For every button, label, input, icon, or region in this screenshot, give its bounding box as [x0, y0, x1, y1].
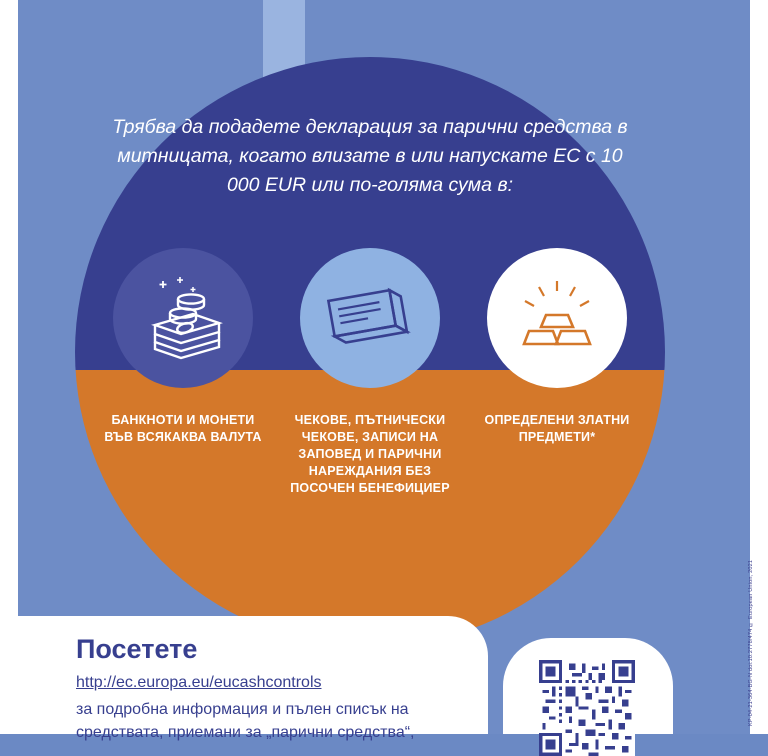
caption-banknotes: БАНКНОТИ И МОНЕТИ ВЪВ ВСЯКАКВА ВАЛУТА — [104, 413, 262, 444]
visit-description: за подробна информация и пълен списък на средствата, приемани за „парични средства“, — [76, 701, 415, 741]
cash-notes-and-coins-icon — [133, 273, 233, 363]
icon-columns — [75, 248, 665, 497]
caption-cheques: ЧЕКОВЕ, ПЪТНИЧЕСКИ ЧЕКОВЕ, ЗАПИСИ НА ЗАПОВЕД И ПАРИЧНИ НАРЕЖДАНИЯ БЕЗ ПОСОЧЕН БЕНЕФИЦИЕР — [290, 413, 450, 495]
gold-bars-icon — [507, 275, 607, 361]
bubble-cheques — [300, 248, 440, 388]
bubble-gold — [487, 248, 627, 388]
eucashcontrols-link[interactable]: http://ec.europa.eu/eucashcontrols — [76, 674, 322, 691]
cheques-icon — [320, 278, 420, 358]
column-gold — [467, 248, 647, 497]
qr-code[interactable] — [539, 660, 635, 756]
qr-panel — [503, 638, 673, 734]
column-cheques — [280, 248, 460, 497]
bubble-banknotes — [113, 248, 253, 388]
side-credit: KP-04-21-364-BG-N doi:10.2778/474 © European Union, 2021 — [748, 559, 754, 726]
column-banknotes — [93, 248, 273, 497]
left-white-margin — [0, 0, 18, 734]
visit-panel — [18, 616, 488, 741]
page-title: Трябва да подадете декларация за парични средства в митницата, когато влизате в или напускате ЕС с 10 000 EUR или по-голяма сума в: — [112, 116, 628, 196]
caption-gold: ОПРЕДЕЛЕНИ ЗЛАТНИ ПРЕДМЕТИ* — [484, 413, 630, 444]
visit-heading: Посетете — [76, 634, 198, 664]
